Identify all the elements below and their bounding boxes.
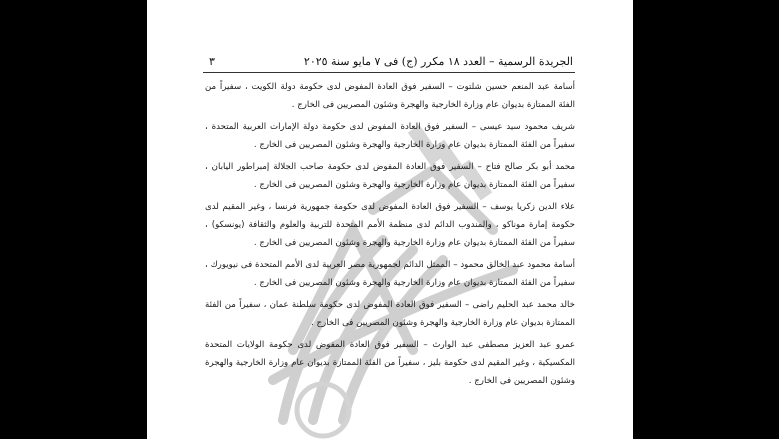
paragraph: خالد محمد عبد الحليم راضى – السفير فوق العادة المفوض لدى حكومة سلطنة عمان ، سفيراً من الفئة الممتازة بديوان عام وزارة الخارجية والهجرة وشئون المصريين فى الخارج . bbox=[205, 300, 575, 328]
paragraph: شريف محمود سيد عيسى – السفير فوق العادة المفوض لدى حكومة دولة الإمارات العربية المتحدة ، سفيراً من الفئة الممتازة بديوان عام وزارة الخارجية والهجرة وشئون المصريين فى الخارج . bbox=[205, 122, 575, 150]
header-title: الجريدة الرسمية – العدد ١٨ مكرر (ج) فى ٧ مايو سنة ٢٠٢٥ bbox=[303, 55, 573, 68]
page-header bbox=[205, 55, 573, 73]
header-divider bbox=[203, 72, 575, 73]
paragraph: أسامة عبد المنعم حسين شلتوت – السفير فوق العادة المفوض لدى حكومة دولة الكويت ، سفيراً من الفئة الممتازة بديوان عام وزارة الخارجية والهجرة وشئون المصريين فى الخارج . bbox=[205, 82, 575, 110]
document-body bbox=[205, 78, 575, 394]
paragraph: أسامة محمود عبد الخالق محمود – الممثل الدائم لجمهورية مصر العربية لدى الأمم المتحدة فى نيويورك ، سفيراً من الفئة الممتازة بديوان عام وزارة الخارجية والهجرة وشئون المصريين فى الخارج . bbox=[205, 260, 575, 288]
page-number: ٣ bbox=[209, 55, 215, 68]
paragraph: علاء الدين زكريا يوسف – السفير فوق العادة المفوض لدى حكومة جمهورية فرنسا ، وغير المقيم لدى حكومة إمارة موناكو ، والمندوب الدائم لدى منظمة الأمم المتحدة للتربية والعلوم والثقافة (يونسكو) ، سفيراً من الفئة الممتازة بديوان عام وزارة الخارجية والهجرة وشئون المصريين فى الخارج . bbox=[205, 202, 575, 248]
paragraph: عمرو عبد العزيز مصطفى عبد الوارث – السفير فوق العادة المفوض لدى حكومة الولايات المتحدة المكسيكية ، وغير المقيم لدى حكومة بليز ، سفيراً من الفئة الممتازة بديوان عام وزارة الخارجية والهجرة وشئون المصريين فى الخارج . bbox=[205, 340, 575, 386]
document-page[interactable] bbox=[147, 0, 633, 439]
paragraph: محمد أبو بكر صالح فتاح – السفير فوق العادة المفوض لدى حكومة صاحب الجلالة إمبراطور اليابان ، سفيراً من الفئة الممتازة بديوان عام وزارة الخارجية والهجرة وشئون المصريين فى الخارج . bbox=[205, 162, 575, 190]
